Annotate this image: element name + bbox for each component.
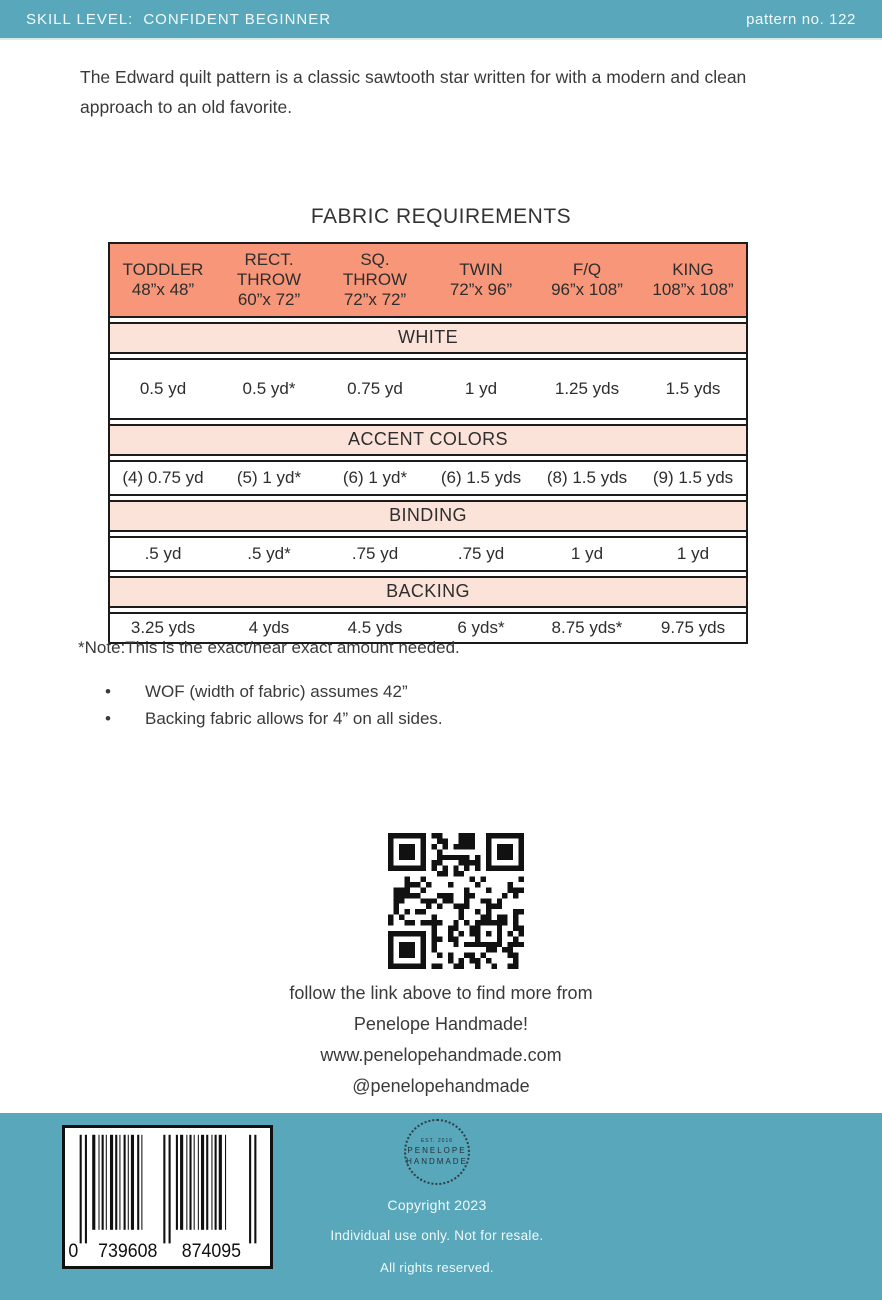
value-cell: 6 yds* [457, 618, 505, 637]
column-size: 60”x 72” [237, 290, 301, 309]
intro-paragraph: The Edward quilt pattern is a classic sawtooth star written for with a modern and clean approach to an old favorite. [80, 67, 747, 117]
footnote: *Note:This is the exact/near exact amount needed. [78, 638, 460, 657]
skill-level-value: CONFIDENT BEGINNER [143, 10, 332, 28]
value-cell: 3.25 yds [130, 618, 196, 637]
column-size: 48”x 48” [131, 280, 195, 299]
footer-bar [0, 1113, 882, 1300]
value-cell: (6) 1.5 yds [440, 468, 522, 487]
barcode-digits-left: 739608 [98, 1239, 158, 1262]
skill-level [26, 11, 331, 28]
column-name: KING [672, 260, 714, 279]
column-size: 72”x 96” [449, 280, 513, 299]
social-handle: @penelopehandmade [352, 1076, 530, 1096]
website-url: www.penelopehandmade.com [320, 1045, 562, 1065]
value-cell: 1 yd [464, 379, 498, 398]
value-cell: (9) 1.5 yds [652, 468, 734, 487]
rights-text: All rights reserved. [380, 1260, 494, 1275]
value-cell: 1.5 yds [665, 379, 721, 398]
column-header-fq [534, 260, 640, 300]
column-name: RECT. THROW [236, 250, 302, 289]
values-row-binding [110, 536, 746, 572]
list-item [105, 678, 443, 705]
brand-logo [404, 1119, 470, 1185]
column-size: 96”x 108” [551, 280, 623, 299]
value-cell: 0.5 yd* [242, 379, 296, 398]
list-item [105, 705, 443, 732]
value-cell: .5 yd [144, 544, 182, 563]
column-size: 108”x 108” [652, 280, 734, 299]
value-cell: .75 yd [351, 544, 399, 563]
logo-name-line1: PENELOPE [407, 1146, 467, 1155]
note-text: Backing fabric allows for 4” on all sides. [145, 709, 443, 728]
value-cell: 1.25 yds [554, 379, 620, 398]
value-cell: 1 yd [570, 544, 604, 563]
barcode-graphic [65, 1128, 270, 1266]
values-row-white [110, 358, 746, 420]
value-cell: (4) 0.75 yd [122, 468, 204, 487]
section-band-backing: BACKING [110, 576, 746, 608]
column-header-king [640, 260, 746, 300]
section-band-white: WHITE [110, 322, 746, 354]
value-cell: .5 yd* [247, 544, 291, 563]
qr-code-graphic [388, 833, 524, 969]
value-cell: .75 yd [457, 544, 505, 563]
column-name: F/Q [572, 260, 602, 279]
fabric-requirements-title: FABRIC REQUIREMENTS [310, 205, 572, 228]
value-cell: 8.75 yds* [551, 618, 623, 637]
column-header-twin [428, 260, 534, 300]
table-header-row [110, 244, 746, 318]
value-cell: 0.5 yd [139, 379, 187, 398]
usage-text: Individual use only. Not for resale. [330, 1228, 544, 1243]
column-header-toddler [110, 260, 216, 300]
brand-name-text: Penelope Handmade! [353, 1014, 529, 1034]
pattern-number: pattern no. 122 [746, 10, 856, 28]
column-name: TODDLER [122, 260, 204, 279]
copyright-text: Copyright 2023 [387, 1197, 487, 1213]
column-name: TWIN [459, 260, 503, 279]
section-band-binding: BINDING [110, 500, 746, 532]
value-cell: (5) 1 yd* [236, 468, 302, 487]
column-size: 72”x 72” [343, 290, 407, 309]
values-row-accent-colors [110, 460, 746, 496]
barcode-digit-lead: 0 [68, 1239, 79, 1262]
column-header-rect-throw [216, 250, 322, 310]
barcode-image [62, 1125, 273, 1269]
value-cell: 4.5 yds [347, 618, 403, 637]
barcode-digits-right: 874095 [181, 1239, 242, 1262]
column-header-sq-throw [322, 250, 428, 310]
bullet-icon: • [105, 709, 111, 728]
column-name: SQ. THROW [342, 250, 408, 289]
value-cell: 4 yds [248, 618, 290, 637]
value-cell: 1 yd [676, 544, 710, 563]
value-cell: 0.75 yd [347, 379, 403, 398]
value-cell: 9.75 yds [660, 618, 726, 637]
section-band-accent-colors: ACCENT COLORS [110, 424, 746, 456]
link-block [0, 978, 882, 1102]
note-text: WOF (width of fabric) assumes 42” [145, 682, 408, 701]
qr-code-image [388, 833, 524, 969]
logo-name-line2: HANDMADE [406, 1157, 468, 1166]
notes-list [105, 678, 443, 732]
logo-est-text: EST. 2016 [420, 1138, 454, 1144]
link-line-1: follow the link above to find more from [289, 983, 593, 1003]
fabric-table [108, 242, 748, 644]
bullet-icon: • [105, 682, 111, 701]
value-cell: (8) 1.5 yds [546, 468, 628, 487]
value-cell: (6) 1 yd* [342, 468, 408, 487]
topbar [0, 0, 882, 40]
skill-level-label: SKILL LEVEL: [26, 10, 134, 28]
